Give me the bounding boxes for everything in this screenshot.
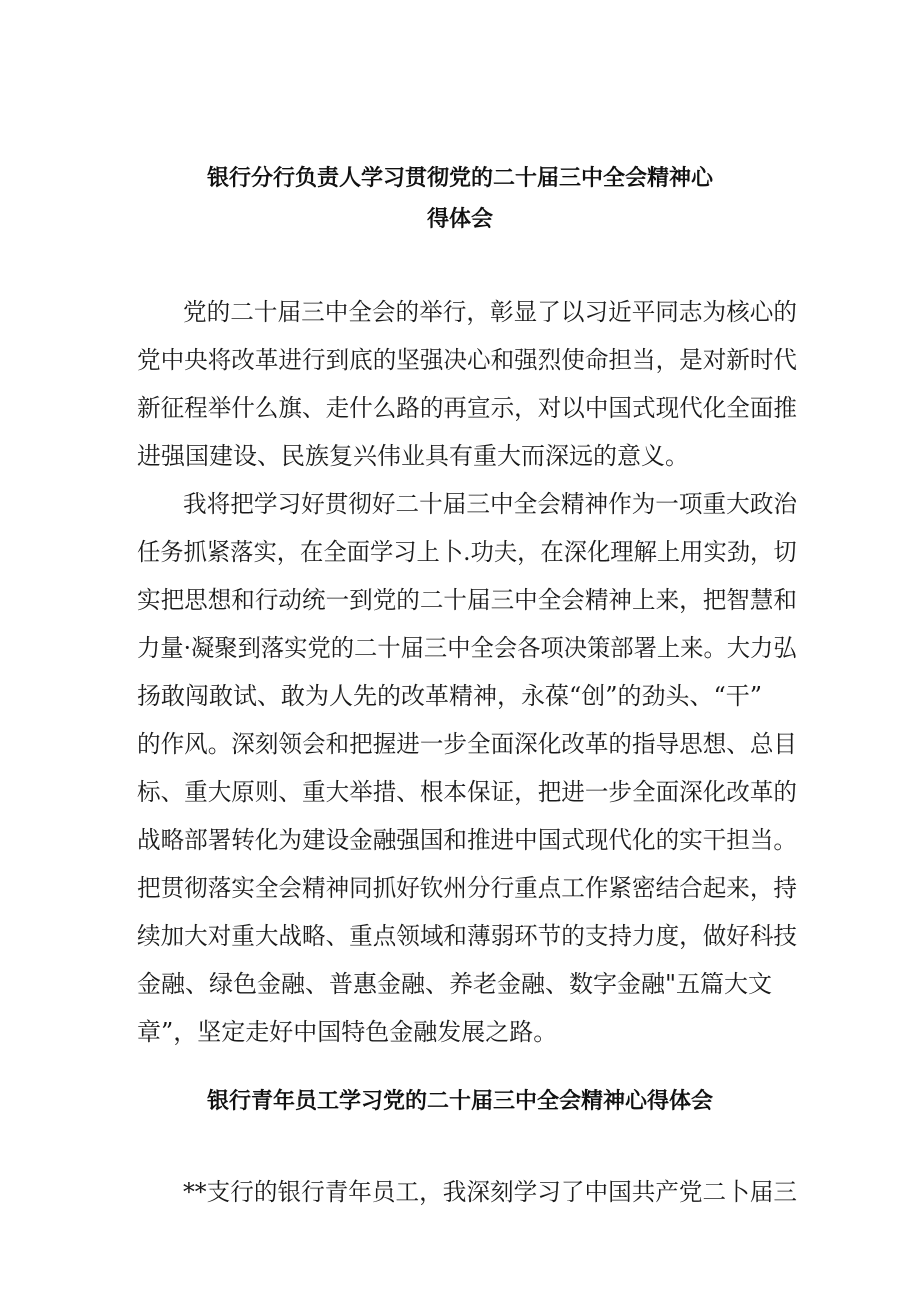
paragraph-2-line: 我将把学习好贯彻好二十届三中全会精神作为一项重大政治	[183, 490, 797, 518]
paragraph-2-line: 扬敢闯敢试、敢为人先的改革精神，永葆“创”的劲头、“干”	[137, 682, 763, 710]
paragraph-3-line: **支行的银行青年员工，我深刻学习了中国共产党二卜届三	[183, 1178, 797, 1206]
paragraph-2-line: 的作风。深刻领会和把握进一步全面深化改革的指导思想、总目	[137, 730, 797, 758]
paragraph-2-line: 章”，坚定走好中国特色金融发展之路。	[137, 1018, 558, 1046]
paragraph-2-line: 标、重大原则、重大举措、根本保证，把进一步全面深化改革的	[137, 778, 797, 806]
paragraph-2-line: 力量·凝聚到落实党的二十届三中全会各项决策部署上来。大力弘	[137, 634, 797, 662]
paragraph-1-line: 新征程举什么旗、走什么路的再宣示，对以中国式现代化全面推	[137, 394, 797, 422]
paragraph-1-line: 党的二十届三中全会的举行，彰显了以习近平同志为核心的	[183, 298, 797, 326]
paragraph-2-line: 战略部署转化为建设金融强国和推进中国式现代化的实干担当。	[137, 826, 797, 854]
paragraph-2-line: 续加大对重大战略、重点领域和薄弱环节的支持力度，做好科技	[137, 922, 797, 950]
paragraph-1-line: 进强国建设、民族复兴伟业具有重大而深远的意义。	[137, 442, 689, 470]
paragraph-1-line: 党中央将改革进行到底的坚强决心和强烈使命担当，是对新时代	[137, 346, 797, 374]
paragraph-2-line: 金融、绿色金融、普惠金融、养老金融、数字金融"五篇大文	[137, 970, 773, 998]
paragraph-2-line: 实把思想和行动统一到党的二十届三中全会精神上来，把智慧和	[137, 586, 797, 614]
article-title-2: 银行青年员工学习党的二十届三中全会精神心得体会	[206, 1089, 713, 1114]
article-title-1-line-1: 银行分行负责人学习贯彻党的二十届三中全会精神心	[206, 166, 713, 191]
article-title-1-line-2: 得体会	[426, 207, 493, 232]
paragraph-2-line: 把贯彻落实全会精神同抓好钦州分行重点工作紧密结合起来，持	[137, 874, 797, 902]
paragraph-2-line: 任务抓紧落实，在全面学习上卜.功夫，在深化理解上用实劲，切	[137, 538, 797, 566]
